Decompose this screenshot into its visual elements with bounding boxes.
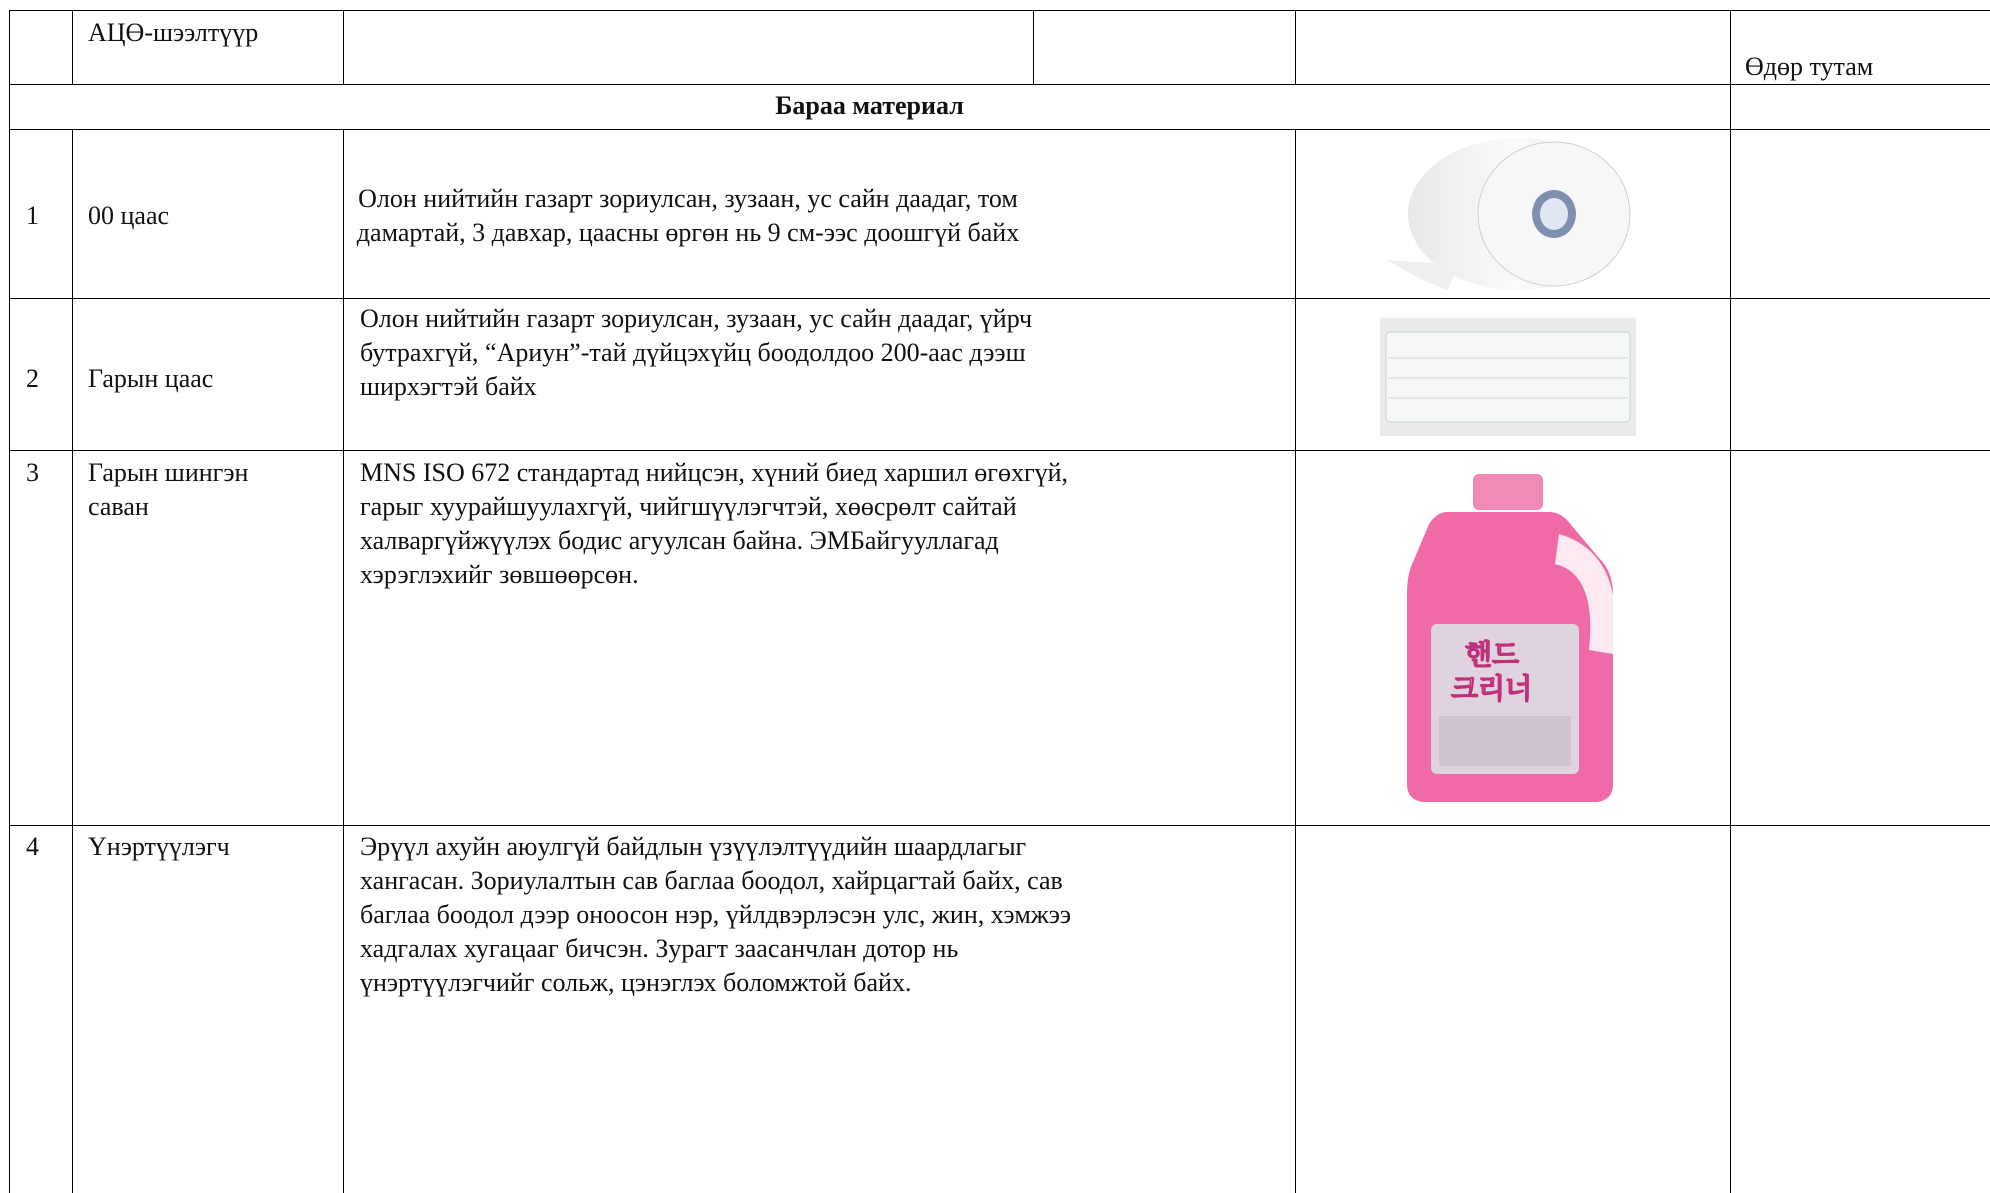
- grid-line: [1730, 10, 1731, 1193]
- liquid-soap-bottle-image: [1327, 454, 1699, 824]
- item-description-line: MNS ISO 672 стандартад нийцсэн, хүний биед харшил өгөхгүй,: [360, 458, 1069, 487]
- item-description-line: Олон нийтийн газарт зориулсан, зузаан, ус сайн даадаг, том: [358, 184, 1018, 213]
- bottle-label-text: 핸드: [1465, 638, 1520, 671]
- grid-line: [343, 10, 344, 84]
- grid-line: [9, 298, 1990, 299]
- row-number: 2: [26, 364, 39, 393]
- grid-line: [1033, 10, 1034, 84]
- grid-line: [72, 10, 73, 84]
- grid-line: [9, 450, 1990, 451]
- item-description-line: бутрахгүй, “Ариун”-тай дүйцэхүйц боодолдоо 200-аас дээш: [360, 338, 1026, 367]
- grid-line: [9, 84, 1990, 85]
- item-description-line: ширхэгтэй байх: [360, 372, 537, 401]
- grid-line: [9, 10, 1990, 11]
- item-description-line: дамартай, 3 давхар, цаасны өргөн нь 9 см-ээс доошгүй байх: [356, 218, 1020, 247]
- item-description-line: үнэртүүлэгчийг сольж, цэнэглэх боломжтой байх.: [360, 968, 912, 997]
- item-name-line: Гарын шингэн: [88, 458, 249, 487]
- item-description-line: Олон нийтийн газарт зориулсан, зузаан, ус сайн даадаг, үйрч: [360, 304, 1033, 333]
- grid-line: [72, 129, 73, 1193]
- header-name: АЦӨ-шээлтүүр: [88, 18, 259, 47]
- header-frequency: Өдөр тутам: [1745, 52, 1874, 81]
- item-description-line: гарыг хуурайшуулахгүй, чийгшүүлэгчтэй, хөөсрөлт сайтай: [360, 492, 1017, 521]
- grid-line: [9, 10, 10, 1193]
- item-description-line: хэрэглэхийг зөвшөөрсөн.: [360, 560, 639, 589]
- item-description-line: Эрүүл ахуйн аюулгүй байдлын үзүүлэлтүүдийн шаардлагыг: [360, 832, 1027, 861]
- paper-towel-stack-image: [1380, 318, 1636, 436]
- item-name: 00 цаас: [88, 201, 170, 230]
- item-description-line: халваргүйжүүлэх бодис агуулсан байна. ЭМБайгууллагад: [360, 526, 999, 555]
- item-description-line: хангасан. Зориулалтын сав баглаа боодол, хайрцагтай байх, сав: [360, 866, 1063, 895]
- grid-line: [343, 129, 344, 1193]
- item-name-line: саван: [88, 492, 149, 521]
- row-number: 3: [26, 458, 39, 487]
- toilet-paper-roll-image: [1378, 130, 1642, 298]
- bottle-label-text: 크리너: [1451, 672, 1533, 705]
- section-title: Бараа материал: [775, 91, 964, 120]
- grid-line: [1295, 129, 1296, 1193]
- grid-line: [9, 129, 1990, 130]
- item-name: Үнэртүүлэгч: [88, 832, 230, 861]
- item-name: Гарын цаас: [88, 364, 214, 393]
- row-number: 1: [26, 201, 39, 230]
- item-description-line: хадгалах хугацааг бичсэн. Зурагт заасанчлан дотор нь: [360, 934, 959, 963]
- item-description-line: баглаа боодол дээр оноосон нэр, үйлдвэрлэсэн улс, жин, хэмжээ: [360, 900, 1072, 929]
- grid-line: [9, 825, 1990, 826]
- row-number: 4: [26, 832, 39, 861]
- grid-line: [1295, 10, 1296, 84]
